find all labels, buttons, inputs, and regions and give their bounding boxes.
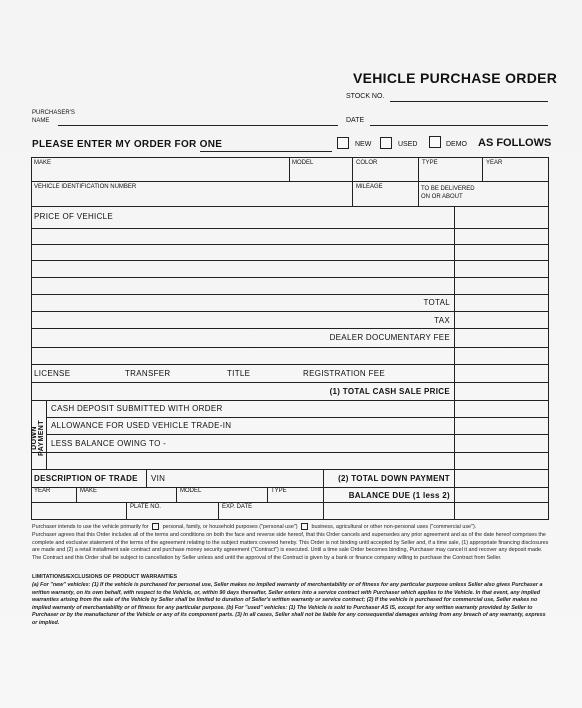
- stock-number-label: STOCK NO.: [346, 93, 385, 100]
- registration-fee-label: REGISTRATION FEE: [303, 369, 385, 378]
- delivery-header-line2: ON OR ABOUT: [421, 194, 463, 200]
- purchaser-name-field[interactable]: [58, 125, 338, 126]
- demo-checkbox[interactable]: [429, 136, 441, 148]
- delivery-header-line1: TO BE DELIVERED: [421, 186, 475, 192]
- agreement-text: Purchaser agrees that this Order includes all of the terms and conditions on both the face and reverse side hereof, that this Order cancels and supersedes any prior agreement and as of the date hereof comprises the complete and exclusive statement of the terms of the agreement relating to the subject matters covered hereby. This Order is not binding until accepted by Seller and, if a time sale, (1) appropriate financing disclosures are made and (2) a retail installment sale contract and purchase money security agreement ("Contract") is executed. Until a time sale Order becomes binding, Purchaser may cancel it and recover any deposit made. The Contract and this Order shall be subject to cancellation by Seller unless and until the approval of the Contract is given by a bank or finance company willing to purchase the Contract from Seller.: [32, 532, 549, 561]
- total-down-payment-label: (2) TOTAL DOWN PAYMENT: [338, 474, 450, 483]
- plate-number-header: PLATE NO.: [130, 504, 161, 510]
- dealer-fee-label: DEALER DOCUMENTARY FEE: [329, 333, 450, 342]
- please-enter-label: PLEASE ENTER MY ORDER FOR ONE: [32, 139, 223, 150]
- license-label: LICENSE: [34, 369, 71, 378]
- trade-make-header: MAKE: [80, 488, 98, 494]
- type-header: TYPE: [422, 160, 438, 166]
- used-option-label: USED: [398, 141, 418, 148]
- date-field[interactable]: [370, 125, 548, 126]
- quantity-line[interactable]: [200, 151, 332, 152]
- cash-deposit-label: CASH DEPOSIT SUBMITTED WITH ORDER: [51, 404, 223, 413]
- price-of-vehicle-label: PRICE OF VEHICLE: [34, 212, 114, 221]
- personal-use-checkbox[interactable]: [152, 523, 159, 530]
- form-title: VEHICLE PURCHASE ORDER: [353, 70, 558, 86]
- down-payment-side-label: DOWN PAYMENT: [31, 420, 45, 456]
- date-label: DATE: [346, 117, 365, 124]
- purchaser-label-line2: NAME: [32, 118, 50, 124]
- title-fee-label: TITLE: [227, 369, 251, 378]
- total-cash-sale-price-label: (1) TOTAL CASH SALE PRICE: [329, 387, 450, 396]
- total-label: TOTAL: [423, 298, 450, 307]
- new-checkbox[interactable]: [337, 137, 349, 149]
- allowance-label: ALLOWANCE FOR USED VEHICLE TRADE-IN: [51, 421, 232, 430]
- mileage-header: MILEAGE: [356, 184, 383, 190]
- demo-option-label: DEMO: [446, 141, 467, 148]
- trade-vin-label: VIN: [151, 474, 166, 483]
- new-option-label: NEW: [355, 141, 372, 148]
- commercial-use-checkbox[interactable]: [301, 523, 308, 530]
- stock-number-field[interactable]: [390, 101, 548, 102]
- color-header: COLOR: [356, 160, 378, 166]
- warranty-text: (a) For "new" vehicles: (1) If the vehicle is purchased for personal use, Seller makes no implied warranty of merchantability or of fitness for any particular purpose unless Seller also gives Purchaser a written warranty, on its own behalf, with respect to the Vehicle, or, within 90 days thereafter, Seller enters into a service contract with Purchaser which applies to the Vehicle. In that event, any implied warranties arising from the sale of the Vehicle by Seller shall be limited to duration of Seller's written warranty or service contract; (2) If the vehicle is purchased for commercial use, Seller makes no implied warranty of merchantability or of fitness for any particular purpose. (b) For "used" vehicles: (1) The Vehicle is sold to Purchaser AS IS, except for any written warranty provided by Seller to Purchaser or by the manufacturer of the Vehicle or any of its component parts. (3) In all cases, Seller shall not be liable for any consequential damages arising from any breach of any warranty, express or implied.: [32, 582, 546, 626]
- purchaser-label-line1: PURCHASER'S: [32, 110, 75, 116]
- year-header: YEAR: [486, 160, 503, 166]
- transfer-label: TRANSFER: [125, 369, 171, 378]
- exp-date-header: EXP. DATE: [222, 504, 253, 510]
- trade-year-header: YEAR: [34, 488, 51, 494]
- make-header: MAKE: [34, 160, 52, 166]
- trade-model-header: MODEL: [180, 488, 202, 494]
- model-header: MODEL: [292, 160, 314, 166]
- less-balance-label: LESS BALANCE OWING TO -: [51, 439, 167, 448]
- tax-label: TAX: [434, 316, 450, 325]
- as-follows-label: AS FOLLOWS: [478, 137, 552, 149]
- description-of-trade-label: DESCRIPTION OF TRADE: [34, 474, 138, 483]
- primary-use-statement: Purchaser intends to use the vehicle primarily for personal, family, or household purposes ("personal use") business, agricultural or other non-personal uses ("commercial use").: [32, 523, 477, 530]
- trade-type-header: TYPE: [271, 488, 287, 494]
- vin-header: VEHICLE IDENTIFICATION NUMBER: [34, 184, 137, 190]
- used-checkbox[interactable]: [380, 137, 392, 149]
- warranty-heading: LIMITATIONS/EXCLUSIONS OF PRODUCT WARRANTIES: [32, 574, 178, 580]
- balance-due-label: BALANCE DUE (1 less 2): [348, 491, 450, 500]
